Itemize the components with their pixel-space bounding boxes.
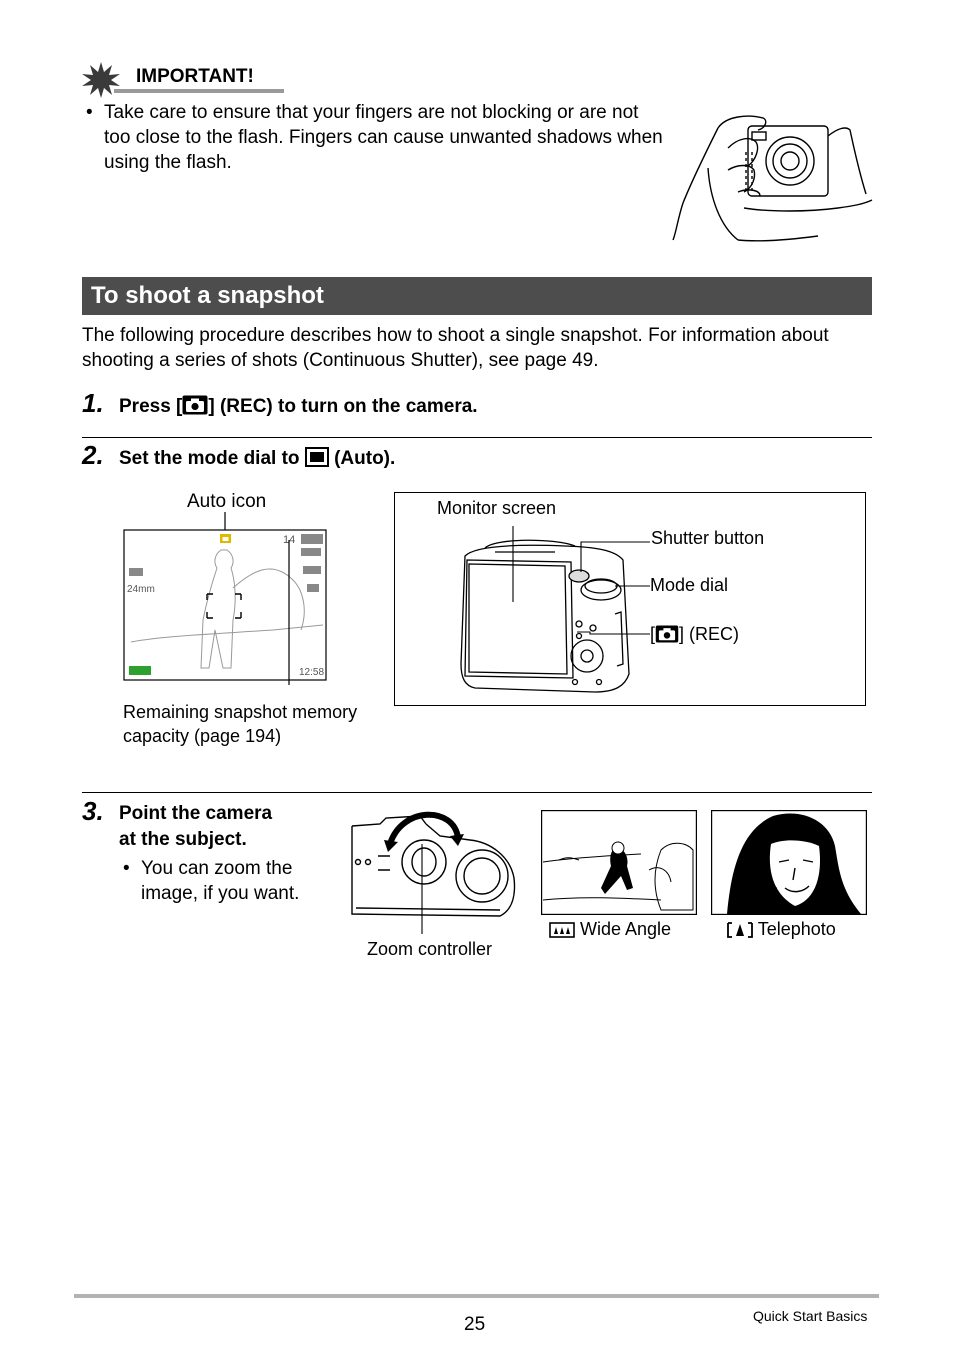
monitor-screen-label: Monitor screen [437,498,557,518]
step-3-bullet-dot: • [123,858,130,879]
rec-label-post: ] (REC) [679,624,740,644]
step-2-number: 2. [82,440,104,470]
step-1-text [119,394,478,419]
step-3-bullet-line1: You can zoom the [141,858,293,879]
page-number: 25 [464,1314,486,1335]
remaining-memory-label [123,700,357,748]
wide-angle-label: Wide Angle [580,919,672,939]
important-label: IMPORTANT! [136,66,254,87]
step-3-text-line1: Point the camera [119,803,273,824]
footer-rule [74,1294,879,1298]
auto-icon-label: Auto icon [187,491,267,512]
section-title-bar [82,277,872,315]
step-3-number: 3. [82,796,104,826]
telephoto-caption [727,917,836,942]
section-title: To shoot a snapshot [91,282,324,309]
step-3-text-line2: at the subject. [119,829,247,850]
auto-mode-icon [305,447,329,467]
camera-rec-icon [655,625,679,643]
step-3-text [119,801,272,852]
section-intro: The following procedure describes how to shoot a single snapshot. For information about shooting a series of shots (Continuous Shutter), see page 49. [82,325,829,371]
remaining-memory-label-line1: Remaining snapshot memory [123,702,358,722]
rec-button-label [650,622,739,647]
wide-angle-photo [541,810,697,915]
telephoto-photo [711,810,867,915]
step-2-rule [82,792,872,793]
rec-label-pre: [ [650,624,656,644]
wide-angle-icon [549,922,575,938]
camera-back-illustration [455,524,650,700]
step-1-rule [82,437,872,438]
zoom-controller-illustration [350,806,520,936]
step-3-bullet-line2: image, if you want. [141,883,300,904]
telephoto-label: Telephoto [757,919,836,939]
focal-length-readout: 24mm [127,584,155,595]
step-3-bullet [141,856,299,906]
zoom-controller-label: Zoom controller [367,939,493,959]
step-2-text [119,446,395,471]
monitor-screen-figure [123,510,328,685]
chapter-name: Quick Start Basics [753,1308,868,1324]
time-readout: 12:58 [299,667,325,678]
remaining-count-readout: 14 [283,534,296,546]
remaining-memory-label-line2: capacity (page 194) [123,726,282,746]
bullet-dot: • [86,102,93,123]
important-underline [114,89,284,93]
step-1-number: 1. [82,388,104,418]
step-2-text-after: (Auto). [334,448,396,469]
wide-angle-caption [549,917,671,942]
hands-holding-camera-illustration [668,108,873,248]
telephoto-icon [727,922,753,938]
step-1-text-before: Press [ [119,396,183,417]
mode-dial-label: Mode dial [650,575,729,595]
step-2-text-before: Set the mode dial to [119,448,300,469]
shutter-button-label: Shutter button [651,528,765,548]
step-1-text-after: ] (REC) to turn on the camera. [208,396,478,417]
camera-rec-icon [182,395,208,415]
important-bullet-text: Take care to ensure that your fingers are not blocking or are not too close to the flash. Fingers can cause unwanted shadows when using the flash. [104,102,663,173]
